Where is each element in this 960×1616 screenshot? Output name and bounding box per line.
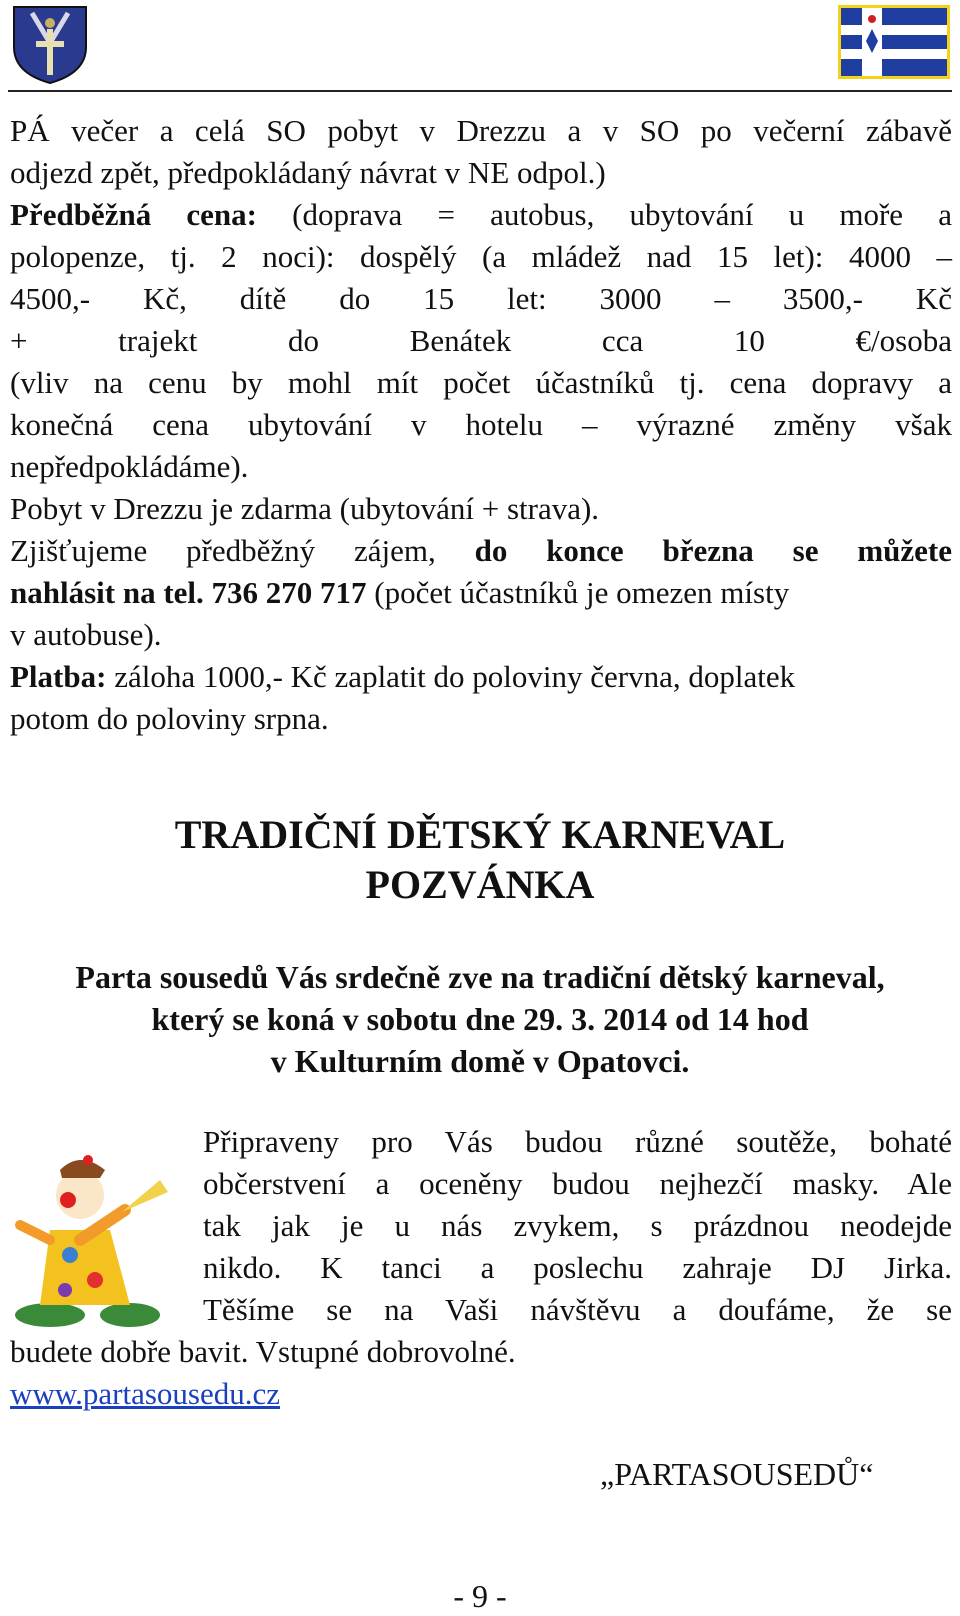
invite-line: který se koná v sobotu dne 29. 3. 2014 od 14 hod: [151, 1001, 809, 1037]
body-line: nikdo. K tanci a poslechu zahraje DJ Jirka.: [203, 1250, 952, 1285]
clown-icon: [10, 1140, 190, 1340]
price-line: (vliv na cenu by mohl mít počet účastníků tj. cena dopravy a: [10, 365, 952, 400]
trip-line: PÁ večer a celá SO pobyt v Drezzu a v SO po večerní zábavě: [10, 113, 952, 148]
carnival-title: TRADIČNÍ DĚTSKÝ KARNEVAL: [174, 812, 786, 857]
price-line: + trajekt do Benátek cca 10 €/osoba: [10, 323, 952, 358]
stay-line: Pobyt v Drezzu je zdarma (ubytování + strava).: [10, 491, 600, 526]
body-line: Připraveny pro Vás budou různé soutěže, bohaté: [203, 1124, 952, 1159]
trip-line: odjezd zpět, předpokládaný návrat v NE odpol.): [10, 155, 606, 190]
interest-bold: do konce března se můžete: [474, 533, 952, 568]
page-number: - 9 -: [453, 1578, 507, 1614]
interest-line: [10, 530, 952, 572]
payment-line: [10, 656, 952, 698]
website-link[interactable]: www.partasousedu.cz: [10, 1376, 281, 1411]
coat-of-arms-icon: [10, 3, 90, 85]
invite-line: v Kulturním domě v Opatovci.: [270, 1043, 690, 1079]
price-line: [10, 194, 952, 236]
payment-line: potom do poloviny srpna.: [10, 701, 329, 736]
price-line: polopenze, tj. 2 noci): dospělý (a mládež nad 15 let): 4000 –: [10, 239, 952, 274]
carnival-subtitle: POZVÁNKA: [365, 862, 595, 907]
interest-line: v autobuse).: [10, 617, 162, 652]
phone-number: nahlásit na tel. 736 270 717: [10, 575, 367, 610]
interest-line: [10, 572, 952, 614]
price-label: Předběžná cena:: [10, 197, 257, 232]
price-line: konečná cena ubytování v hotelu – výrazné změny však: [10, 407, 952, 442]
signature: „PARTASOUSEDŮ“: [600, 1456, 874, 1492]
price-line: 4500,- Kč, dítě do 15 let: 3000 – 3500,- Kč: [10, 281, 952, 316]
interest-text: (počet účastníků je omezen místy: [366, 575, 790, 610]
flag-icon: [838, 5, 950, 79]
body-line: tak jak je u nás zvykem, s prázdnou neodejde: [203, 1208, 952, 1243]
price-text: (doprava = autobus, ubytování u moře a: [256, 197, 952, 232]
body-line: občerstvení a oceněny budou nejhezčí masky. Ale: [203, 1166, 952, 1201]
body-line: Těšíme se na Vaši návštěvu a doufáme, že se: [203, 1292, 952, 1327]
interest-text: Zjišťujeme předběžný zájem,: [10, 533, 475, 568]
body-end-paragraph: [10, 1331, 952, 1415]
carnival-body: [203, 1121, 952, 1331]
body-line: budete dobře bavit. Vstupné dobrovolné.: [10, 1334, 516, 1369]
price-line: nepředpokládáme).: [10, 449, 249, 484]
trip-paragraph: [10, 110, 952, 740]
payment-text: záloha 1000,- Kč zaplatit do poloviny června, doplatek: [106, 659, 796, 694]
header-divider: [8, 90, 952, 92]
invite-line: Parta sousedů Vás srdečně zve na tradiční dětský karneval,: [75, 959, 885, 995]
payment-label: Platba:: [10, 659, 107, 694]
